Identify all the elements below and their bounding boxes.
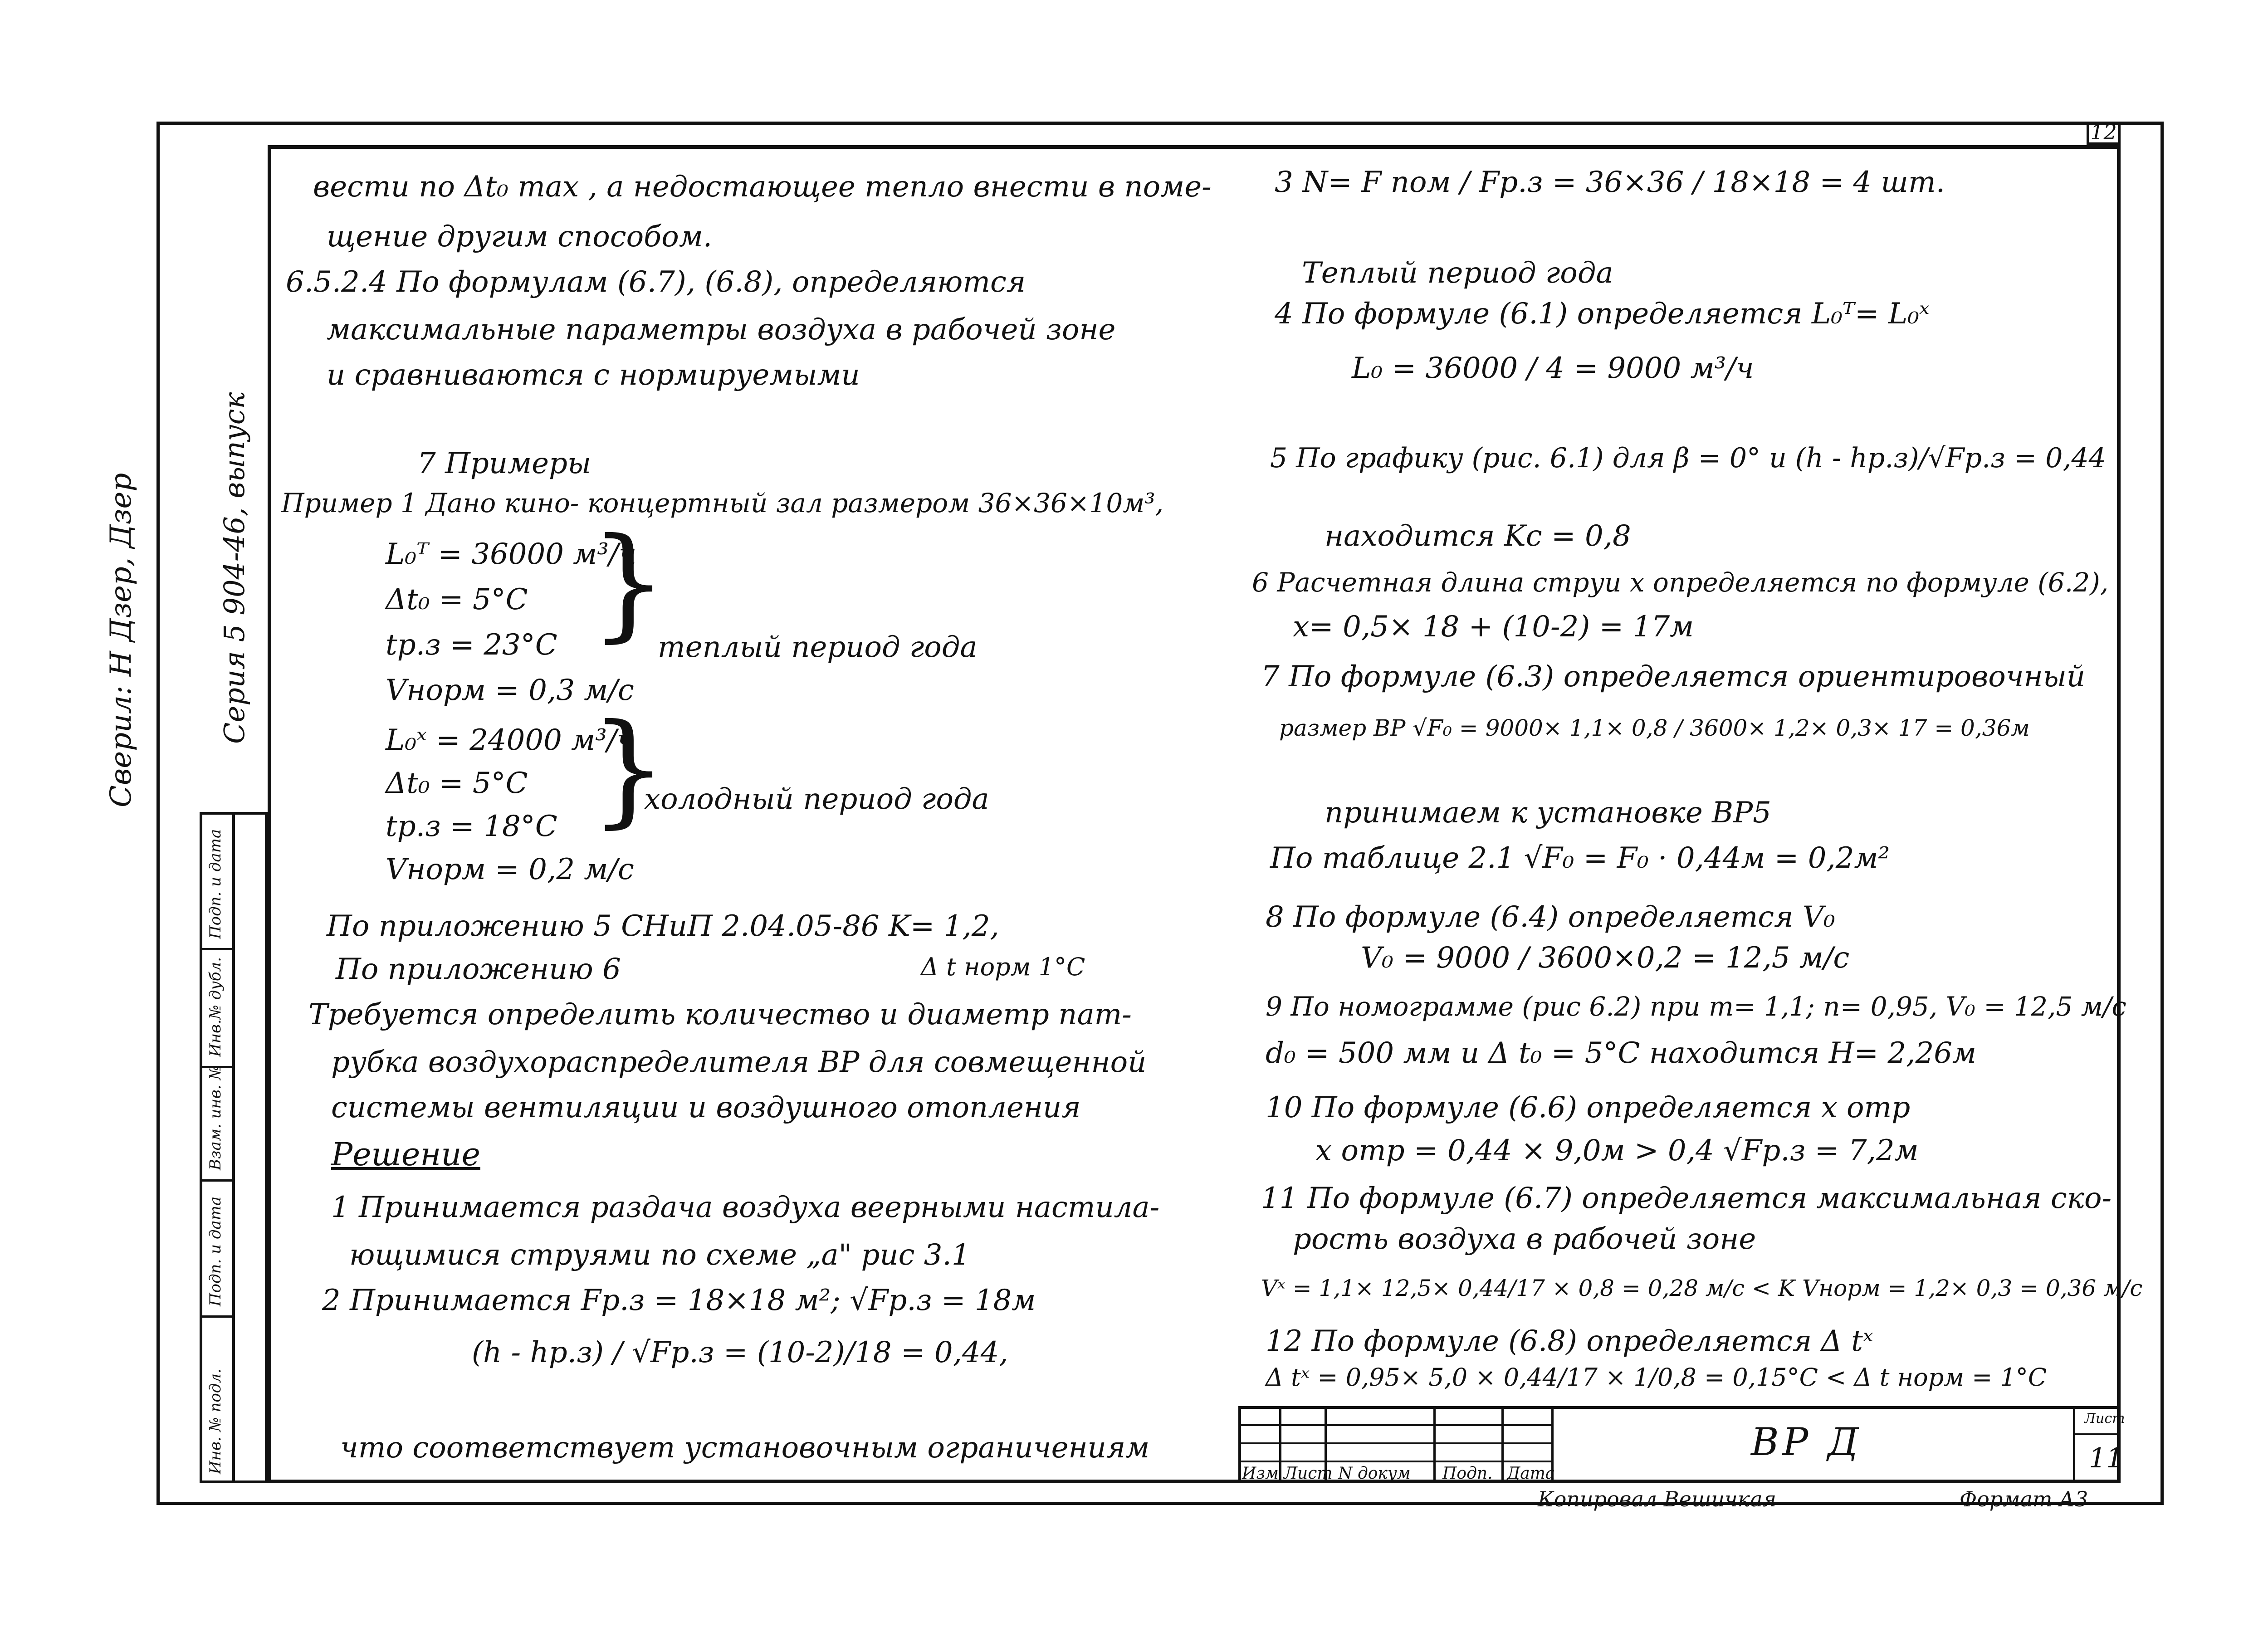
param-line: tр.з = 18°C — [386, 810, 557, 843]
param-line: tр.з = 23°C — [386, 628, 557, 662]
step-line: 6 Расчетная длина струи x определяется по формуле (6.2), — [1252, 567, 2109, 598]
title-block-col-line — [1433, 1406, 1436, 1483]
step-line: 11 По формуле (6.7) определяется максимальная ско- — [1261, 1182, 2112, 1215]
step-line: d₀ = 500 мм и Δ t₀ = 5°C находится H= 2,26м — [1266, 1036, 1977, 1070]
step-line: 12 По формуле (6.8) определяется Δ tˣ — [1266, 1324, 1873, 1358]
brace-warm: } — [590, 511, 668, 654]
solution-heading: Решение — [331, 1136, 480, 1173]
formula-line: V₀ = 9000 / 3600×0,2 = 12,5 м/с — [1361, 941, 1850, 975]
stamp-label: Подп. и дата — [206, 1196, 225, 1306]
stamp-label: Инв. № подл. — [206, 1368, 225, 1474]
text-line: и сравниваются с нормируемыми — [327, 358, 860, 392]
step-line: принимаем к установке ВР5 — [1325, 796, 1771, 830]
step-line: 10 По формуле (6.6) определяется x отр — [1266, 1091, 1911, 1124]
param-line: Vнорм = 0,3 м/с — [386, 674, 634, 707]
period-label: холодный период года — [644, 782, 989, 816]
text-line: По приложению 5 СНиП 2.04.05-86 K= 1,2, — [327, 909, 999, 943]
step-line: По таблице 2.1 √F₀ = F₀ · 0,44м = 0,2м² — [1270, 841, 1890, 875]
param-line: L₀ˣ = 24000 м³/ч — [386, 723, 635, 757]
step-line: 3 N= F пом / Fр.з = 36×36 / 18×18 = 4 шт. — [1275, 166, 1945, 199]
series-label: Серия 5 904-46, выпуск — [218, 392, 251, 744]
text-line: вести по Δt₀ max , а недостающее тепло внести в поме- — [313, 170, 1212, 204]
text-line: максимальные параметры воздуха в рабочей зоне — [327, 313, 1116, 347]
title-block-col-line — [1279, 1406, 1281, 1483]
text-line: Требуется определить количество и диаметр пат- — [308, 998, 1132, 1031]
stamp-divider — [200, 1179, 235, 1182]
formula-line: L₀ = 36000 / 4 = 9000 м³/ч — [1352, 352, 1754, 385]
brace-cold: } — [590, 697, 668, 840]
copied-by: Копировал Вешичкая — [1538, 1487, 1776, 1511]
document-code: ВР Д — [1751, 1420, 1862, 1464]
step-line: Теплый период года — [1302, 256, 1613, 290]
title-block-col-label: Изм — [1242, 1464, 1279, 1483]
formula-line: Vˣ = 1,1× 12,5× 0,44/17 × 0,8 = 0,28 м/с < K Vнорм = 1,2× 0,3 = 0,36 м/с — [1261, 1275, 2143, 1301]
title-block-row-line — [1238, 1461, 1551, 1462]
text-line: 2 Принимается Fр.з = 18×18 м²; √Fр.з = 18м — [322, 1284, 1036, 1317]
title-block-col-label: Лист — [1284, 1464, 1333, 1483]
formula-line: x отр = 0,44 × 9,0м > 0,4 √Fр.з = 7,2м — [1315, 1134, 1919, 1168]
param-line: L₀ᵀ = 36000 м³/ч — [386, 537, 637, 571]
text-line: По приложению 6 — [336, 953, 621, 986]
page-number: 12 — [2087, 122, 2121, 145]
formula-line: Δ tˣ = 0,95× 5,0 × 0,44/17 × 1/0,8 = 0,15°C < Δ t норм = 1°C — [1266, 1363, 2047, 1392]
verification-signature: Сверил: Н Дзер, Дзер — [104, 473, 138, 807]
sheet-label: Лист — [2084, 1411, 2125, 1427]
stamp-label: Инв.№ дубл. — [206, 957, 225, 1057]
step-line: 5 По графику (рис. 6.1) для β = 0° и (h - hр.з)/√Fр.з = 0,44 — [1270, 442, 2106, 474]
format-label: Формат А3 — [1960, 1487, 2088, 1511]
text-line: 1 Принимается раздача воздуха веерными настила- — [331, 1191, 1160, 1224]
title-block-col-label: N докум — [1338, 1464, 1411, 1483]
period-label: теплый период года — [658, 630, 978, 664]
section-heading: 7 Примеры — [417, 447, 591, 480]
formula-line: размер ВР √F₀ = 9000× 1,1× 0,8 / 3600× 1,2× 0,3× 17 = 0,36м — [1279, 715, 2030, 741]
param-line: Vнорм = 0,2 м/с — [386, 853, 634, 886]
formula-line: (h - hр.з) / √Fр.з = (10-2)/18 = 0,44, — [472, 1336, 1008, 1369]
stamp-label: Взам. инв. № — [206, 1065, 225, 1170]
step-line: 4 По формуле (6.1) определяется L₀ᵀ= L₀ˣ — [1275, 297, 1930, 331]
stamp-divider — [200, 948, 235, 950]
step-line: находится Kc = 0,8 — [1325, 519, 1631, 553]
formula-line: x= 0,5× 18 + (10-2) = 17м — [1293, 610, 1694, 644]
text-line: системы вентиляции и воздушного отопления — [331, 1091, 1081, 1124]
step-line: 8 По формуле (6.4) определяется V₀ — [1266, 900, 1835, 934]
stamp-strip-values — [235, 812, 268, 1483]
sheet-number: 11 — [2089, 1442, 2124, 1474]
param-line: Δt₀ = 5°C — [386, 583, 528, 616]
title-block-col-line — [1501, 1406, 1504, 1483]
step-line: 9 По номограмме (рис 6.2) при m= 1,1; n= 0,95, V₀ = 12,5 м/с — [1266, 991, 2126, 1022]
param-line: Δt₀ = 5°C — [386, 767, 528, 800]
text-line: Пример 1 Дано кино- концертный зал размером 36×36×10м³, — [281, 488, 1164, 518]
text-line: щение другим способом. — [327, 220, 713, 254]
text-line: Δ t норм 1°C — [921, 953, 1085, 981]
step-line: 7 По формуле (6.3) определяется ориентировочный — [1261, 660, 2086, 694]
step-line: рость воздуха в рабочей зоне — [1293, 1222, 1756, 1256]
text-line: что соответствует установочным ограничениям — [340, 1431, 1150, 1465]
stamp-divider — [200, 1315, 235, 1318]
text-line: 6.5.2.4 По формулам (6.7), (6.8), определяются — [286, 265, 1026, 299]
title-block-col-label: Подп. — [1442, 1464, 1493, 1483]
title-block-row-line — [1238, 1424, 1551, 1426]
sheet-box-divider — [2073, 1433, 2121, 1435]
title-block-row-line — [1238, 1442, 1551, 1444]
title-block-col-label: Дата — [1507, 1464, 1555, 1483]
text-line: ющимися струями по схеме „а" рис 3.1 — [349, 1238, 970, 1272]
stamp-label: Подп. и дата — [206, 829, 225, 939]
text-line: рубка воздухораспределителя ВР для совмещенной — [331, 1046, 1147, 1079]
